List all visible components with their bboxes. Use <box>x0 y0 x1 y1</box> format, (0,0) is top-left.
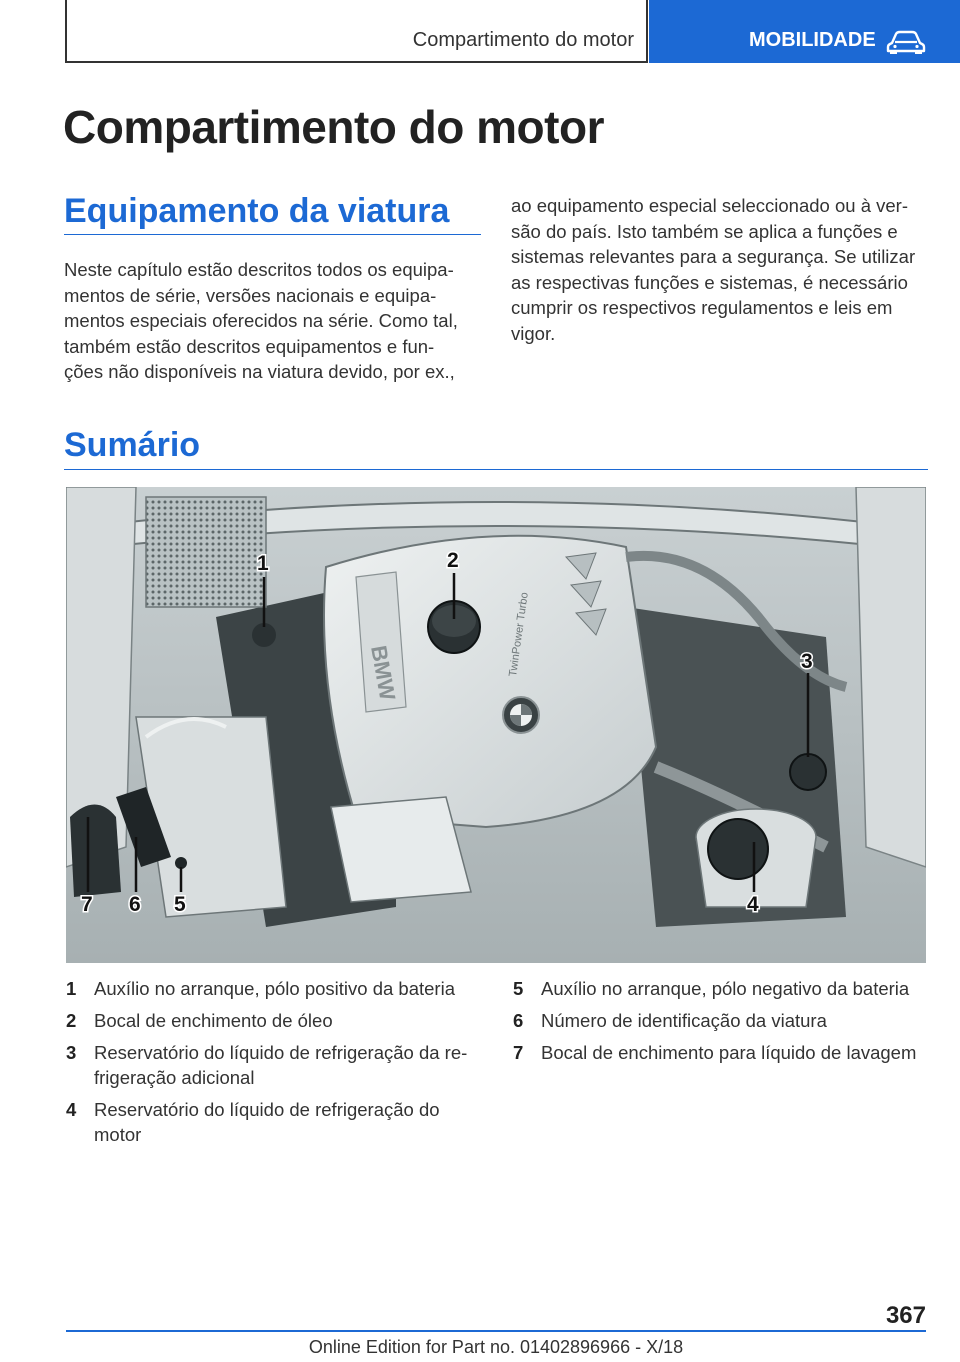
header-chapter-box <box>65 0 648 63</box>
text-line: mentos especiais oferecidos na série. Como tal, <box>64 310 458 331</box>
car-icon <box>886 29 926 55</box>
legend-left <box>66 976 486 1154</box>
legend-right <box>513 976 933 1072</box>
callout-2: 2 <box>447 549 459 572</box>
header-section-label: MOBILIDADE <box>749 29 876 51</box>
callout-3: 3 <box>801 650 813 673</box>
page-title: Compartimento do motor <box>63 101 604 153</box>
text-line: vigor. <box>511 322 556 344</box>
equipment-text-right <box>511 193 915 346</box>
text-line: ções não disponíveis na viatura devido, por ex., <box>64 361 455 382</box>
equipment-heading: Equipamento da viatura <box>64 192 450 230</box>
text-line: ao equipamento especial seleccionado ou à ver‐ <box>511 195 908 216</box>
legend-number: 7 <box>513 1042 524 1063</box>
text-line: sistemas relevantes para a segurança. Se utilizar <box>511 246 916 267</box>
summary-heading: Sumário <box>64 426 201 464</box>
text-line: as respectivas funções e sistemas, é necessário <box>511 271 908 293</box>
footer-edition: Online Edition for Part no. 01402896966 - X/18 <box>308 1337 684 1357</box>
legend-text: Bocal de enchimento de óleo <box>94 1010 333 1031</box>
list-item <box>66 1040 486 1090</box>
list-item <box>513 1040 933 1065</box>
list-item <box>513 976 933 1001</box>
list-item <box>66 1097 486 1147</box>
list-item <box>66 1008 486 1033</box>
header-section-tab[interactable] <box>649 0 960 63</box>
legend-text: Auxílio no arranque, pólo positivo da bateria <box>94 978 455 999</box>
footer-rule <box>66 1330 926 1332</box>
callout-1: 1 <box>257 552 269 575</box>
callout-7: 7 <box>81 893 93 916</box>
engine-model-text: TwinPower Turbo <box>507 591 531 678</box>
legend-text: Reservatório do líquido de refrigeração do motor <box>94 1099 440 1145</box>
text-line: mentos de série, versões nacionais e equipa‐ <box>64 284 437 306</box>
legend-number: 5 <box>513 978 524 999</box>
text-line: são do país. Isto também se aplica a funções e <box>511 220 898 242</box>
page-number: 367 <box>885 1302 926 1329</box>
callout-4: 4 <box>747 893 759 916</box>
legend-text: Reservatório do líquido de refrigeração da re‐ frigeração adicional <box>94 1042 468 1088</box>
text-line: também estão descritos equipamentos e fun‐ <box>64 335 435 357</box>
legend-number: 2 <box>66 1010 77 1031</box>
list-item <box>66 976 486 1001</box>
list-item <box>513 1008 933 1033</box>
legend-number: 6 <box>513 1010 524 1031</box>
legend-text: Número de identificação da viatura <box>541 1010 827 1031</box>
legend-number: 1 <box>66 978 77 999</box>
header-chapter-title: Compartimento do motor <box>412 29 634 51</box>
text-line: Neste capítulo estão descritos todos os equipa‐ <box>64 259 454 280</box>
callout-5: 5 <box>174 893 186 916</box>
engine-logo-text: BMW <box>366 643 401 703</box>
callout-6: 6 <box>129 893 141 916</box>
engine-bay-illustration <box>66 487 926 963</box>
legend-text: Auxílio no arranque, pólo negativo da bateria <box>541 978 910 999</box>
legend-number: 4 <box>66 1099 77 1120</box>
equipment-rule <box>64 234 481 235</box>
legend-number: 3 <box>66 1042 77 1063</box>
summary-rule <box>64 469 928 470</box>
text-line: cumprir os respectivos regulamentos e leis em <box>511 297 893 318</box>
equipment-text-left <box>64 257 458 385</box>
legend-text: Bocal de enchimento para líquido de lavagem <box>541 1042 917 1063</box>
